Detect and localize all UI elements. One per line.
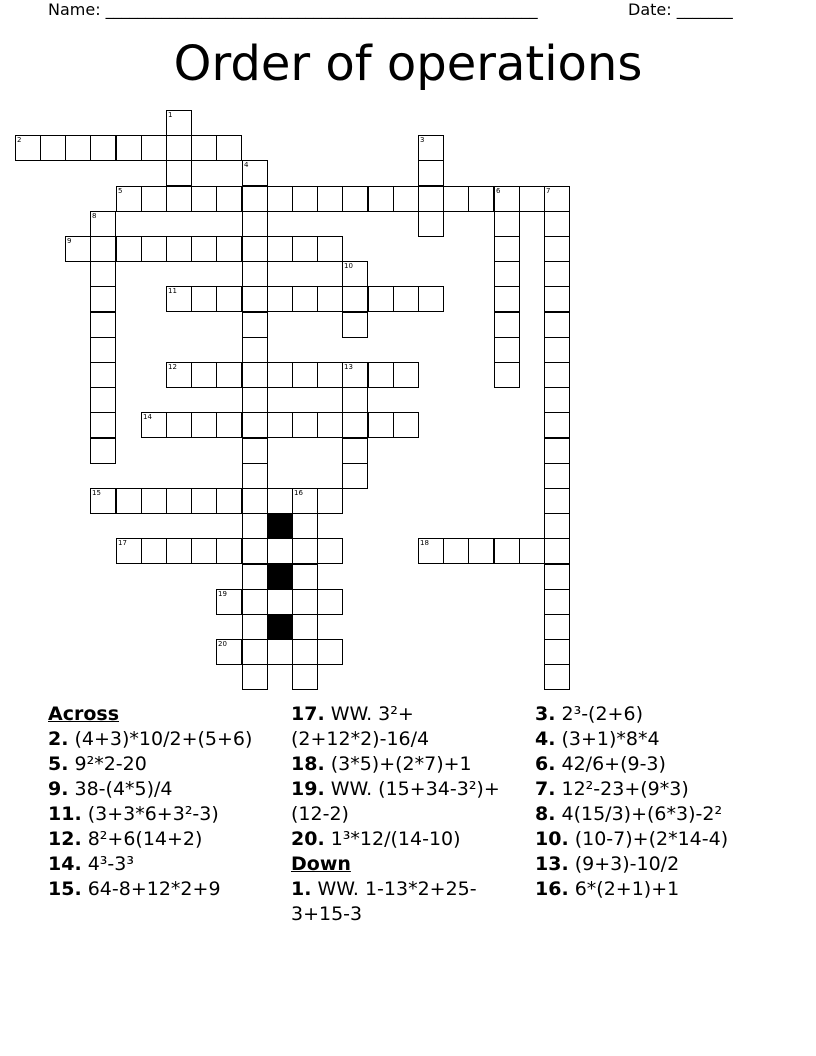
crossword-cell[interactable] <box>141 412 167 438</box>
crossword-cell[interactable] <box>368 186 394 212</box>
crossword-black-cell <box>267 513 293 539</box>
clue-number: 14. <box>48 853 82 875</box>
crossword-cell[interactable] <box>544 211 570 237</box>
crossword-cell[interactable] <box>216 135 242 161</box>
clue-number: 1. <box>291 878 312 900</box>
crossword-cell[interactable] <box>242 538 268 564</box>
down-clue-list <box>291 877 516 927</box>
crossword-black-cell <box>267 614 293 640</box>
crossword-cell[interactable] <box>166 286 192 312</box>
crossword-cell[interactable] <box>368 412 394 438</box>
clue-item <box>48 752 278 777</box>
crossword-cell[interactable] <box>519 186 545 212</box>
crossword-cell[interactable] <box>544 412 570 438</box>
clue-text: 4³-3³ <box>81 853 134 875</box>
clue-item <box>535 877 775 902</box>
crossword-cell[interactable] <box>544 312 570 338</box>
crossword-cell[interactable] <box>443 538 469 564</box>
crossword-cell[interactable] <box>519 538 545 564</box>
clue-number: 19. <box>291 778 325 800</box>
clue-text: 12²-23+(9*3) <box>555 778 689 800</box>
clue-number: 18. <box>291 753 325 775</box>
crossword-cell[interactable] <box>242 589 268 615</box>
crossword-cell[interactable] <box>141 186 167 212</box>
down-clue-list-continued <box>535 702 775 902</box>
crossword-cell[interactable] <box>40 135 66 161</box>
crossword-cell[interactable] <box>141 135 167 161</box>
crossword-cell[interactable] <box>544 286 570 312</box>
crossword-cell[interactable] <box>90 362 116 388</box>
crossword-cell[interactable] <box>494 211 520 237</box>
crossword-cell[interactable] <box>242 639 268 665</box>
crossword-cell[interactable] <box>141 488 167 514</box>
crossword-cell[interactable] <box>242 236 268 262</box>
clue-number-label: 1 <box>168 111 173 119</box>
crossword-cell[interactable] <box>292 488 318 514</box>
crossword-cell[interactable] <box>166 412 192 438</box>
crossword-cell[interactable] <box>90 387 116 413</box>
crossword-cell[interactable] <box>544 261 570 287</box>
clue-number-label: 7 <box>546 187 551 195</box>
clue-number: 16. <box>535 878 569 900</box>
clue-item <box>48 852 278 877</box>
crossword-cell[interactable] <box>292 362 318 388</box>
crossword-cell[interactable] <box>468 186 494 212</box>
clue-number: 4. <box>535 728 556 750</box>
crossword-cell[interactable] <box>544 513 570 539</box>
crossword-cell[interactable] <box>242 387 268 413</box>
crossword-cell[interactable] <box>317 412 343 438</box>
clue-text: 38-(4*5)/4 <box>68 778 173 800</box>
crossword-cell[interactable] <box>494 286 520 312</box>
clue-item <box>291 877 516 927</box>
crossword-cell[interactable] <box>443 186 469 212</box>
crossword-cell[interactable] <box>90 261 116 287</box>
clues-column-2 <box>291 702 516 927</box>
clue-number: 9. <box>48 778 69 800</box>
clue-number: 2. <box>48 728 69 750</box>
crossword-cell[interactable] <box>267 589 293 615</box>
clue-number-label: 9 <box>67 237 72 245</box>
crossword-cell[interactable] <box>544 564 570 590</box>
crossword-cell[interactable] <box>544 438 570 464</box>
crossword-cell[interactable] <box>292 564 318 590</box>
crossword-cell[interactable] <box>292 513 318 539</box>
crossword-cell[interactable] <box>267 286 293 312</box>
clue-text: 8²+6(14+2) <box>81 828 203 850</box>
clue-number-label: 14 <box>143 413 152 421</box>
crossword-cell[interactable] <box>90 211 116 237</box>
crossword-cell[interactable] <box>90 286 116 312</box>
crossword-cell[interactable] <box>342 438 368 464</box>
crossword-cell[interactable] <box>242 463 268 489</box>
clue-text: (3+3*6+3²-3) <box>81 803 219 825</box>
crossword-cell[interactable] <box>242 488 268 514</box>
crossword-cell[interactable] <box>418 160 444 186</box>
clue-number-label: 3 <box>420 136 425 144</box>
clue-number: 20. <box>291 828 325 850</box>
crossword-cell[interactable] <box>368 286 394 312</box>
crossword-cell[interactable] <box>166 135 192 161</box>
crossword-cell[interactable] <box>191 236 217 262</box>
crossword-cell[interactable] <box>317 589 343 615</box>
crossword-cell[interactable] <box>191 135 217 161</box>
crossword-cell[interactable] <box>317 286 343 312</box>
crossword-cell[interactable] <box>116 488 142 514</box>
crossword-cell[interactable] <box>544 538 570 564</box>
clue-item <box>535 827 775 852</box>
crossword-cell[interactable] <box>317 639 343 665</box>
clue-text: 4(15/3)+(6*3)-2² <box>555 803 723 825</box>
clue-number-label: 20 <box>218 640 227 648</box>
crossword-cell[interactable] <box>242 312 268 338</box>
crossword-cell[interactable] <box>141 236 167 262</box>
clue-text: WW. 1-13*2+25-3+15-3 <box>291 878 477 925</box>
crossword-cell[interactable] <box>267 186 293 212</box>
crossword-cell[interactable] <box>544 589 570 615</box>
clue-text: 42/6+(9-3) <box>555 753 666 775</box>
crossword-cell[interactable] <box>292 614 318 640</box>
crossword-cell[interactable] <box>90 438 116 464</box>
clue-text: 6*(2+1)+1 <box>568 878 680 900</box>
crossword-cell[interactable] <box>494 538 520 564</box>
clue-text: (3*5)+(2*7)+1 <box>324 753 472 775</box>
crossword-cell[interactable] <box>15 135 41 161</box>
crossword-cell[interactable] <box>418 286 444 312</box>
crossword-cell[interactable] <box>267 488 293 514</box>
clue-number-label: 5 <box>118 187 123 195</box>
crossword-cell[interactable] <box>418 538 444 564</box>
crossword-cell[interactable] <box>494 261 520 287</box>
clue-text: (4+3)*10/2+(5+6) <box>68 728 253 750</box>
crossword-cell[interactable] <box>544 639 570 665</box>
crossword-cell[interactable] <box>544 664 570 690</box>
crossword-cell[interactable] <box>292 664 318 690</box>
crossword-cell[interactable] <box>342 261 368 287</box>
crossword-cell[interactable] <box>191 488 217 514</box>
crossword-cell[interactable] <box>242 286 268 312</box>
crossword-cell[interactable] <box>544 614 570 640</box>
clue-number-label: 18 <box>420 539 429 547</box>
crossword-cell[interactable] <box>494 236 520 262</box>
crossword-cell[interactable] <box>544 362 570 388</box>
crossword-cell[interactable] <box>544 337 570 363</box>
clue-number-label: 6 <box>496 187 501 195</box>
crossword-cell[interactable] <box>90 236 116 262</box>
clue-text: WW. (15+34-3²)+(12-2) <box>291 778 500 825</box>
clue-item <box>291 777 516 827</box>
name-field-line[interactable]: Name: ______________________________________________________ <box>48 0 538 19</box>
crossword-cell[interactable] <box>317 362 343 388</box>
clue-number: 13. <box>535 853 569 875</box>
crossword-cell[interactable] <box>216 186 242 212</box>
crossword-cell[interactable] <box>242 412 268 438</box>
crossword-cell[interactable] <box>494 337 520 363</box>
crossword-cell[interactable] <box>90 488 116 514</box>
clue-number: 6. <box>535 753 556 775</box>
clue-number: 5. <box>48 753 69 775</box>
crossword-cell[interactable] <box>292 286 318 312</box>
clue-item <box>48 827 278 852</box>
crossword-cell[interactable] <box>242 664 268 690</box>
across-heading: Across <box>48 703 120 725</box>
crossword-cell[interactable] <box>90 312 116 338</box>
crossword-cell[interactable] <box>342 387 368 413</box>
crossword-cell[interactable] <box>267 236 293 262</box>
crossword-cell[interactable] <box>267 362 293 388</box>
clue-item <box>535 802 775 827</box>
crossword-cell[interactable] <box>317 538 343 564</box>
crossword-cell[interactable] <box>216 589 242 615</box>
crossword-cell[interactable] <box>544 186 570 212</box>
clue-text: 9²*2-20 <box>68 753 147 775</box>
crossword-cell[interactable] <box>216 538 242 564</box>
down-heading: Down <box>291 853 351 875</box>
crossword-cell[interactable] <box>65 135 91 161</box>
crossword-cell[interactable] <box>292 186 318 212</box>
crossword-cell[interactable] <box>90 135 116 161</box>
crossword-cell[interactable] <box>242 186 268 212</box>
crossword-cell[interactable] <box>191 538 217 564</box>
crossword-cell[interactable] <box>544 236 570 262</box>
clue-item <box>535 702 775 727</box>
crossword-cell[interactable] <box>242 261 268 287</box>
across-clue-list <box>48 727 278 902</box>
crossword-cell[interactable] <box>317 186 343 212</box>
crossword-cell[interactable] <box>393 412 419 438</box>
crossword-cell[interactable] <box>544 387 570 413</box>
crossword-cell[interactable] <box>242 337 268 363</box>
crossword-cell[interactable] <box>292 589 318 615</box>
clue-item <box>291 827 516 852</box>
clue-number-label: 10 <box>344 262 353 270</box>
crossword-cell[interactable] <box>393 286 419 312</box>
crossword-cell[interactable] <box>418 186 444 212</box>
clue-number-label: 8 <box>92 212 97 220</box>
clue-number-label: 17 <box>118 539 127 547</box>
crossword-cell[interactable] <box>166 488 192 514</box>
crossword-cell[interactable] <box>116 135 142 161</box>
clue-item <box>48 777 278 802</box>
clue-text: (3+1)*8*4 <box>555 728 660 750</box>
clue-text: 2³-(2+6) <box>555 703 643 725</box>
crossword-cell[interactable] <box>468 538 494 564</box>
clue-number-label: 12 <box>168 363 177 371</box>
crossword-cell[interactable] <box>317 236 343 262</box>
crossword-cell[interactable] <box>267 412 293 438</box>
clue-number: 17. <box>291 703 325 725</box>
crossword-cell[interactable] <box>216 362 242 388</box>
crossword-cell[interactable] <box>166 160 192 186</box>
crossword-cell[interactable] <box>216 412 242 438</box>
crossword-cell[interactable] <box>393 362 419 388</box>
clue-text: 64-8+12*2+9 <box>81 878 221 900</box>
clue-number: 11. <box>48 803 82 825</box>
clue-number-label: 2 <box>17 136 22 144</box>
crossword-cell[interactable] <box>393 186 419 212</box>
crossword-cell[interactable] <box>242 614 268 640</box>
clue-text: (10-7)+(2*14-4) <box>568 828 729 850</box>
clue-number-label: 13 <box>344 363 353 371</box>
crossword-cell[interactable] <box>166 186 192 212</box>
clue-number-label: 11 <box>168 287 177 295</box>
crossword-cell[interactable] <box>166 110 192 136</box>
page-title: Order of operations <box>173 36 643 92</box>
clues-column-1 <box>48 702 278 902</box>
clue-number: 12. <box>48 828 82 850</box>
crossword-cell[interactable] <box>191 412 217 438</box>
crossword-cell[interactable] <box>116 186 142 212</box>
crossword-cell[interactable] <box>418 135 444 161</box>
crossword-cell[interactable] <box>242 160 268 186</box>
crossword-cell[interactable] <box>494 362 520 388</box>
crossword-cell[interactable] <box>242 211 268 237</box>
crossword-cell[interactable] <box>166 236 192 262</box>
crossword-cell[interactable] <box>267 538 293 564</box>
clue-number-label: 4 <box>244 161 249 169</box>
clue-number: 7. <box>535 778 556 800</box>
clue-text: WW. 3²+(2+12*2)-16/4 <box>291 703 430 750</box>
clue-text: (9+3)-10/2 <box>568 853 680 875</box>
crossword-cell[interactable] <box>368 362 394 388</box>
crossword-cell[interactable] <box>342 412 368 438</box>
crossword-cell[interactable] <box>242 438 268 464</box>
clue-item <box>48 727 278 752</box>
crossword-cell[interactable] <box>544 463 570 489</box>
clue-item <box>291 752 516 777</box>
crossword-cell[interactable] <box>292 538 318 564</box>
crossword-cell[interactable] <box>191 362 217 388</box>
crossword-cell[interactable] <box>90 412 116 438</box>
crossword-cell[interactable] <box>191 186 217 212</box>
clue-text: 1³*12/(14-10) <box>324 828 461 850</box>
clue-item <box>535 727 775 752</box>
clue-item <box>48 802 278 827</box>
crossword-cell[interactable] <box>216 286 242 312</box>
clue-item <box>291 702 516 752</box>
crossword-cell[interactable] <box>166 362 192 388</box>
crossword-cell[interactable] <box>141 538 167 564</box>
crossword-cell[interactable] <box>267 639 293 665</box>
clue-number-label: 19 <box>218 590 227 598</box>
across-clue-list-continued <box>291 702 516 852</box>
crossword-cell[interactable] <box>292 236 318 262</box>
crossword-cell[interactable] <box>216 639 242 665</box>
crossword-cell[interactable] <box>242 362 268 388</box>
crossword-cell[interactable] <box>292 639 318 665</box>
clue-number: 8. <box>535 803 556 825</box>
date-field-line[interactable]: Date: _______ <box>628 0 733 19</box>
crossword-cell[interactable] <box>418 211 444 237</box>
clue-item <box>535 752 775 777</box>
clue-item <box>48 877 278 902</box>
clue-number: 15. <box>48 878 82 900</box>
crossword-cell[interactable] <box>216 236 242 262</box>
clue-number: 3. <box>535 703 556 725</box>
crossword-cell[interactable] <box>166 538 192 564</box>
crossword-cell[interactable] <box>494 312 520 338</box>
clue-item <box>535 852 775 877</box>
crossword-cell[interactable] <box>342 286 368 312</box>
clues-column-3 <box>535 702 775 902</box>
crossword-cell[interactable] <box>116 236 142 262</box>
clue-item <box>535 777 775 802</box>
crossword-cell[interactable] <box>317 488 343 514</box>
crossword-cell[interactable] <box>342 312 368 338</box>
crossword-cell[interactable] <box>216 488 242 514</box>
clue-number-label: 16 <box>294 489 303 497</box>
crossword-cell[interactable] <box>191 286 217 312</box>
clue-number-label: 15 <box>92 489 101 497</box>
clue-number: 10. <box>535 828 569 850</box>
crossword-cell[interactable] <box>342 463 368 489</box>
crossword-cell[interactable] <box>116 538 142 564</box>
crossword-cell[interactable] <box>342 186 368 212</box>
crossword-cell[interactable] <box>494 186 520 212</box>
crossword-cell[interactable] <box>544 488 570 514</box>
crossword-black-cell <box>267 564 293 590</box>
crossword-cell[interactable] <box>90 337 116 363</box>
crossword-cell[interactable] <box>65 236 91 262</box>
crossword-cell[interactable] <box>242 513 268 539</box>
crossword-cell[interactable] <box>292 412 318 438</box>
crossword-cell[interactable] <box>242 564 268 590</box>
crossword-cell[interactable] <box>342 362 368 388</box>
